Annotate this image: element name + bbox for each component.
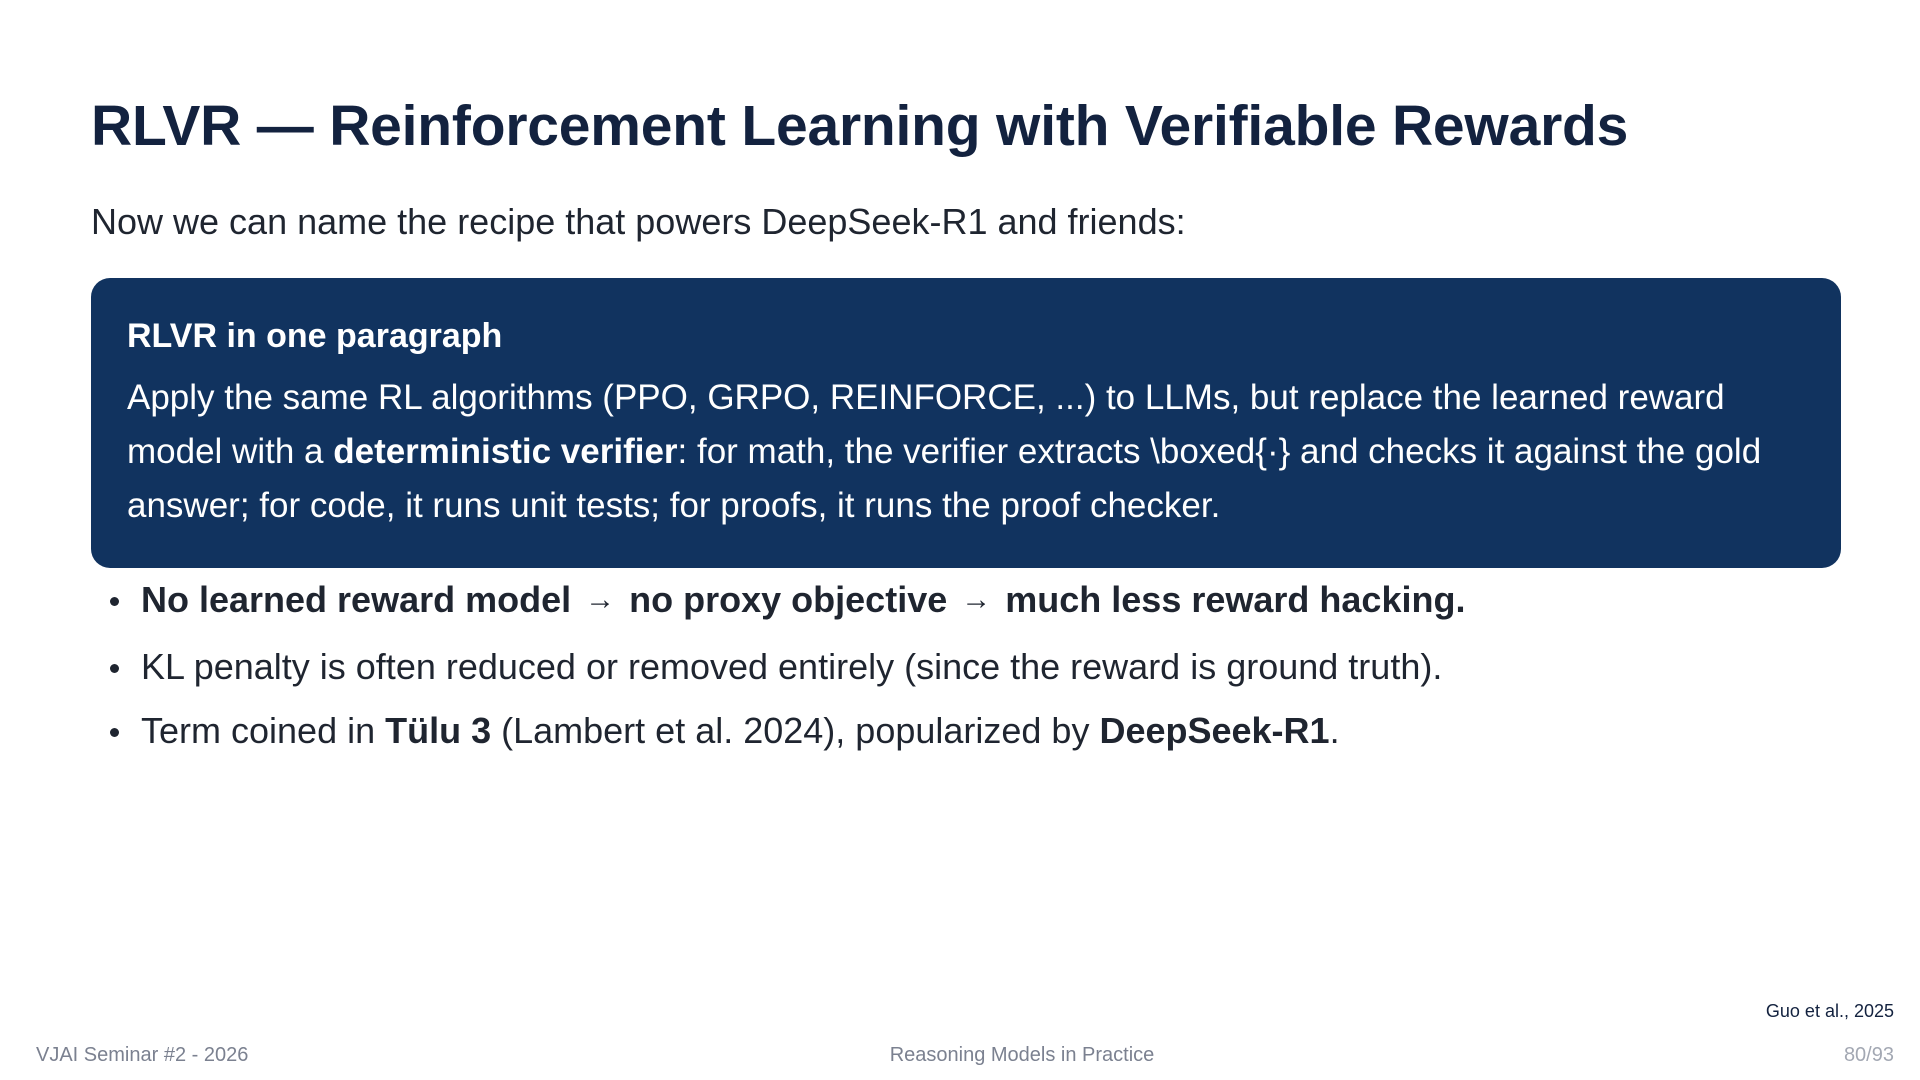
- arrow-right-icon: →: [585, 583, 616, 616]
- definition-box-body: [127, 371, 1805, 533]
- bullet-3-bold-deepseek: DeepSeek-R1: [1099, 710, 1330, 751]
- bullet-1-segment-2: no proxy objective: [629, 579, 948, 620]
- bullet-item-kl-penalty: [91, 635, 1465, 699]
- arrow-right-icon: →: [961, 583, 992, 616]
- definition-box-title: RLVR in one paragraph: [127, 317, 503, 355]
- bullet-item-term-origin: [91, 699, 1465, 763]
- footer-talk-title: Reasoning Models in Practice: [889, 1044, 1155, 1066]
- slide-title: RLVR — Reinforcement Learning with Verifiable Rewards: [91, 94, 1629, 158]
- bullet-3-middle: (Lambert et al. 2024), popularized by: [491, 710, 1100, 751]
- bullet-3-suffix: .: [1329, 710, 1340, 751]
- bullet-list: [91, 568, 1465, 763]
- definition-text-bold: deterministic verifier: [333, 431, 678, 471]
- definition-box: [91, 278, 1841, 568]
- bullet-item-no-reward-model: [91, 568, 1465, 635]
- definition-text-part1: Apply the same RL algorithms (PPO, GRPO, REINFORCE, ...) to LLMs, but replace the learned reward model with a: [127, 377, 1725, 471]
- page-number: 80/93: [1843, 1044, 1894, 1066]
- slide-intro: Now we can name the recipe that powers DeepSeek-R1 and friends:: [91, 201, 1186, 242]
- footer-event: VJAI Seminar #2 - 2026: [36, 1044, 249, 1066]
- bullet-2-text: KL penalty is often reduced or removed entirely (since the reward is ground truth).: [141, 646, 1443, 687]
- bullet-1-segment-1: No learned reward model: [141, 579, 572, 620]
- bullet-1-segment-3: much less reward hacking.: [1005, 579, 1466, 620]
- bullet-3-bold-tulu: Tülu 3: [385, 710, 492, 751]
- definition-text-part2: : for math, the verifier extracts \boxed{·} and checks it against the gold answer; for code, it runs unit tests; for proofs, it runs the proof checker.: [127, 431, 1762, 525]
- citation: Guo et al., 2025: [1765, 1001, 1894, 1021]
- bullet-3-prefix: Term coined in: [141, 710, 386, 751]
